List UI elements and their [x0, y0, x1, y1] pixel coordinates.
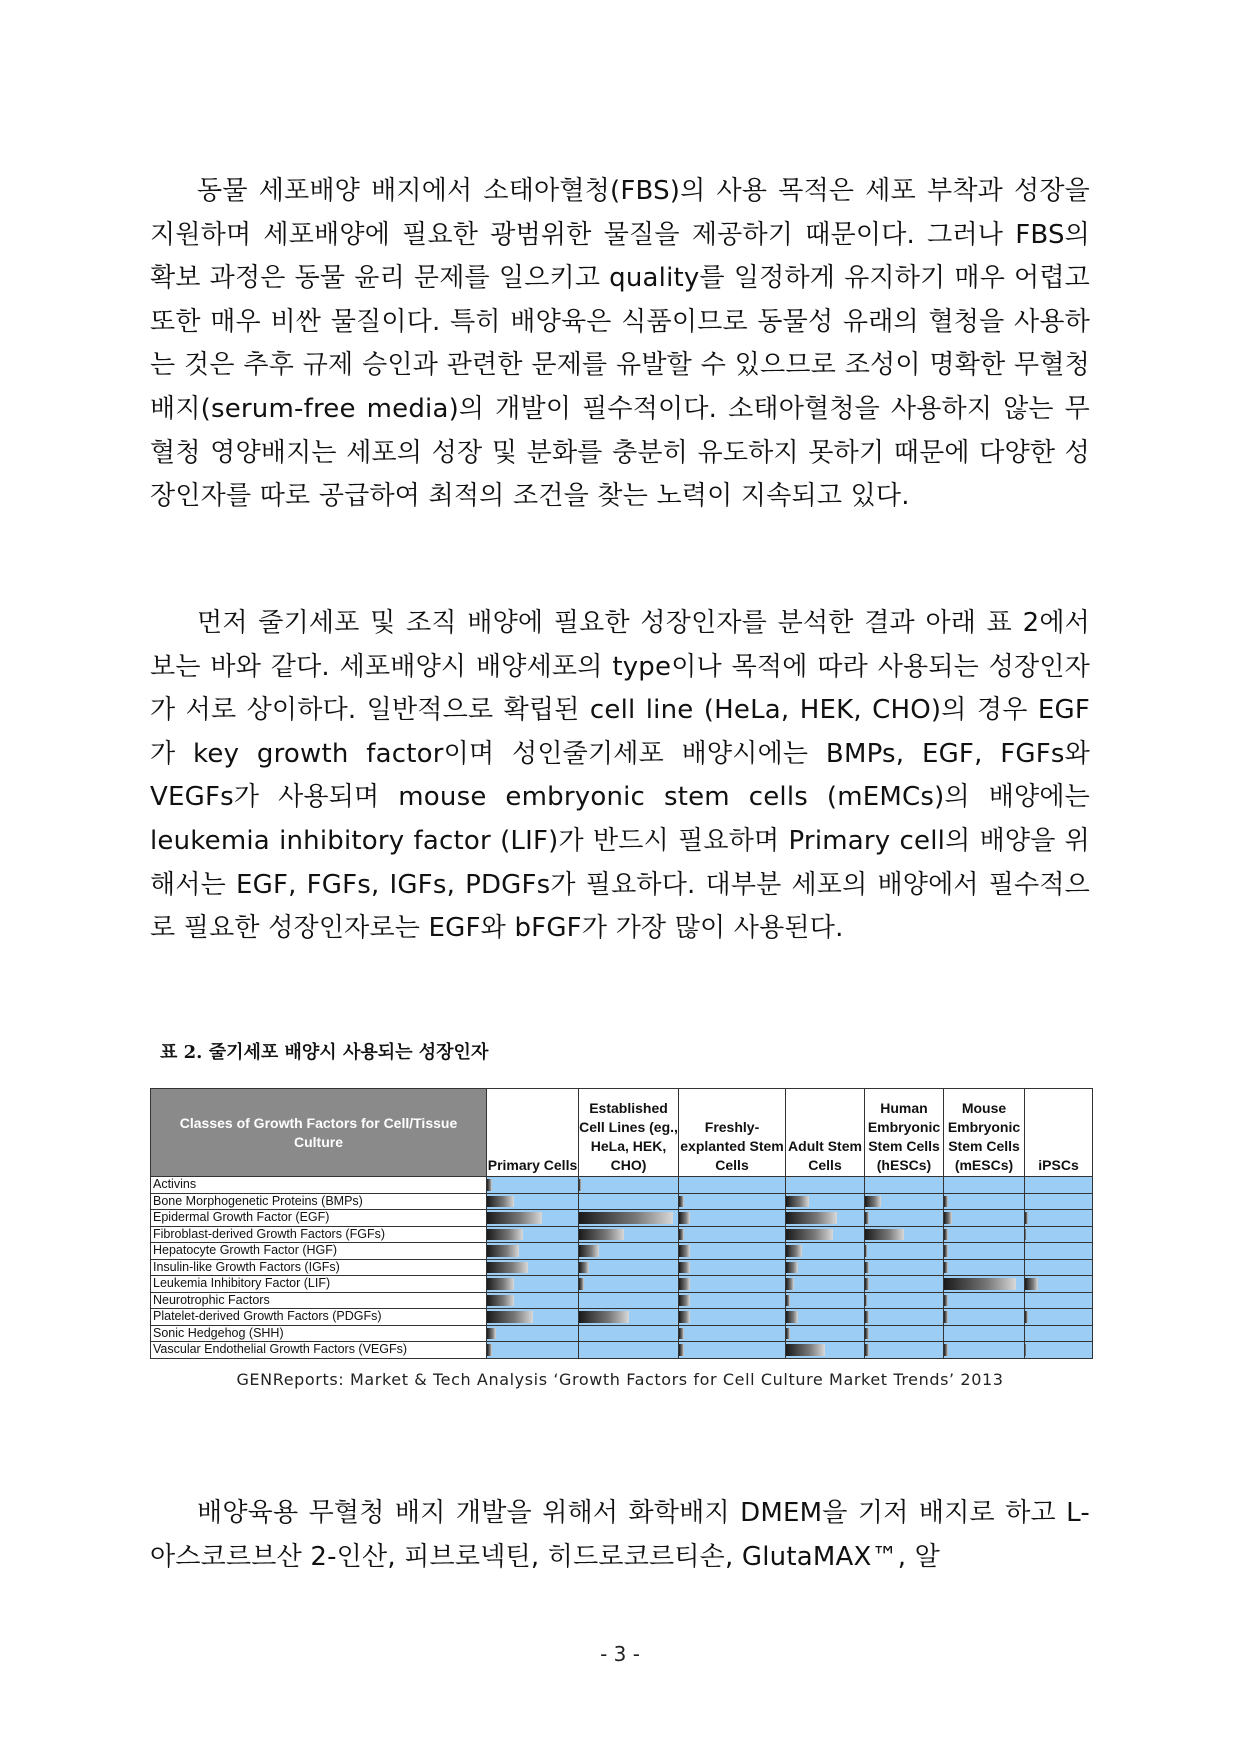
- heat-cell: [487, 1342, 579, 1359]
- heat-cell: [944, 1309, 1025, 1326]
- table-row: [151, 1292, 1093, 1309]
- usage-bar: [579, 1278, 584, 1290]
- table-row: [151, 1342, 1093, 1359]
- row-label: Sonic Hedgehog (SHH): [151, 1325, 487, 1342]
- row-label: Leukemia Inhibitory Factor (LIF): [151, 1276, 487, 1293]
- usage-bar: [487, 1328, 496, 1340]
- heat-cell: [1025, 1309, 1093, 1326]
- row-label: Epidermal Growth Factor (EGF): [151, 1210, 487, 1227]
- column-header: Mouse Embryonic Stem Cells (mESCs): [944, 1089, 1025, 1177]
- heat-cell: [786, 1259, 865, 1276]
- usage-bar: [679, 1229, 684, 1241]
- heat-cell: [679, 1276, 786, 1293]
- heat-cell: [487, 1309, 579, 1326]
- heat-cell: [1025, 1193, 1093, 1210]
- heat-cell: [944, 1342, 1025, 1359]
- heat-cell: [487, 1325, 579, 1342]
- usage-bar: [786, 1295, 790, 1307]
- heat-cell: [1025, 1210, 1093, 1227]
- usage-bar: [786, 1328, 790, 1340]
- heat-cell: [944, 1193, 1025, 1210]
- heat-cell: [944, 1226, 1025, 1243]
- usage-bar: [865, 1229, 904, 1241]
- usage-bar: [1025, 1311, 1028, 1323]
- usage-bar: [487, 1262, 528, 1274]
- heat-cell: [944, 1325, 1025, 1342]
- heat-cell: [487, 1259, 579, 1276]
- usage-bar: [865, 1212, 869, 1224]
- usage-bar: [865, 1311, 869, 1323]
- heat-cell: [944, 1292, 1025, 1309]
- heat-cell: [865, 1226, 944, 1243]
- heat-cell: [679, 1325, 786, 1342]
- heat-cell: [487, 1292, 579, 1309]
- heat-cell: [579, 1276, 679, 1293]
- heat-cell: [579, 1325, 679, 1342]
- usage-bar: [679, 1196, 684, 1208]
- usage-bar: [944, 1278, 1016, 1290]
- heat-cell: [1025, 1292, 1093, 1309]
- table-row: [151, 1193, 1093, 1210]
- heat-cell: [579, 1177, 679, 1194]
- heat-cell: [679, 1226, 786, 1243]
- row-label: Hepatocyte Growth Factor (HGF): [151, 1243, 487, 1260]
- usage-bar: [865, 1344, 869, 1356]
- usage-bar: [944, 1344, 948, 1356]
- usage-bar: [944, 1212, 952, 1224]
- heat-cell: [1025, 1226, 1093, 1243]
- usage-bar: [679, 1212, 690, 1224]
- usage-bar: [579, 1179, 581, 1191]
- usage-bar: [487, 1229, 523, 1241]
- usage-bar: [1025, 1229, 1026, 1241]
- usage-bar: [944, 1196, 948, 1208]
- heat-cell: [579, 1226, 679, 1243]
- usage-bar: [579, 1212, 673, 1224]
- heat-cell: [679, 1259, 786, 1276]
- heat-cell: [865, 1210, 944, 1227]
- heat-cell: [679, 1177, 786, 1194]
- usage-bar: [944, 1311, 948, 1323]
- heat-cell: [1025, 1259, 1093, 1276]
- heat-cell: [786, 1309, 865, 1326]
- heat-cell: [487, 1243, 579, 1260]
- heat-cell: [944, 1276, 1025, 1293]
- table-header-row: [151, 1089, 1093, 1177]
- column-header: Human Embryonic Stem Cells (hESCs): [865, 1089, 944, 1177]
- heat-cell: [865, 1325, 944, 1342]
- usage-bar: [1025, 1278, 1038, 1290]
- row-label: Vascular Endothelial Growth Factors (VEGFs): [151, 1342, 487, 1359]
- usage-bar: [865, 1245, 867, 1257]
- heat-cell: [865, 1259, 944, 1276]
- table-row: [151, 1243, 1093, 1260]
- usage-bar: [786, 1311, 798, 1323]
- heat-cell: [865, 1276, 944, 1293]
- heat-cell: [679, 1193, 786, 1210]
- usage-bar: [487, 1179, 492, 1191]
- heat-cell: [1025, 1276, 1093, 1293]
- usage-bar: [944, 1295, 948, 1307]
- usage-bar: [786, 1262, 798, 1274]
- heat-cell: [944, 1243, 1025, 1260]
- usage-bar: [679, 1344, 684, 1356]
- heat-cell: [865, 1193, 944, 1210]
- corner-header: Classes of Growth Factors for Cell/Tissue Culture: [151, 1089, 487, 1177]
- page-number: - 3 -: [600, 1642, 640, 1666]
- heat-cell: [1025, 1243, 1093, 1260]
- heat-cell: [679, 1309, 786, 1326]
- usage-bar: [865, 1262, 869, 1274]
- row-label: Fibroblast-derived Growth Factors (FGFs): [151, 1226, 487, 1243]
- usage-bar: [487, 1311, 533, 1323]
- heat-cell: [579, 1210, 679, 1227]
- heat-cell: [865, 1342, 944, 1359]
- usage-bar: [487, 1278, 514, 1290]
- usage-bar: [865, 1328, 869, 1340]
- heat-cell: [487, 1226, 579, 1243]
- paragraph-growth-factors: 먼저 줄기세포 및 조직 배양에 필요한 성장인자를 분석한 결과 아래 표 2에서 보는 바와 같다. 세포배양시 배양세포의 type이나 목적에 따라 사용되는 성장인자가 서로 상이하다. 일반적으로 확립된 cell line (HeLa, HEK, CHO)의 경우 EGF가 key growth factor이며 성인줄기세포 배양시에는 BMPs, EGF, FGFs와 VEGFs가 사용되며 mouse embryonic stem cells (mEMCs)의 배양에는 leukemia inhibitory factor (LIF)가 반드시 필요하며 Primary cell의 배양을 위해서는 EGF, FGFs, IGFs, PDGFs가 필요하다. 대부분 세포의 배양에서 필수적으로 필요한 성장인자로는 EGF와 bFGF가 가장 많이 사용된다.: [150, 608, 1090, 944]
- heat-cell: [579, 1342, 679, 1359]
- usage-bar: [487, 1245, 519, 1257]
- heat-cell: [944, 1177, 1025, 1194]
- heat-cell: [786, 1243, 865, 1260]
- heat-cell: [679, 1210, 786, 1227]
- heat-cell: [1025, 1342, 1093, 1359]
- table-row: [151, 1259, 1093, 1276]
- usage-bar: [487, 1196, 514, 1208]
- heat-cell: [579, 1292, 679, 1309]
- usage-bar: [786, 1344, 825, 1356]
- table-row: [151, 1177, 1093, 1194]
- usage-bar: [865, 1196, 881, 1208]
- heat-cell: [679, 1243, 786, 1260]
- table-caption: 표 2. 줄기세포 배양시 사용되는 성장인자: [160, 1042, 489, 1063]
- usage-bar: [679, 1328, 684, 1340]
- usage-bar: [786, 1278, 794, 1290]
- usage-bar: [579, 1229, 624, 1241]
- heat-cell: [487, 1210, 579, 1227]
- column-header: Primary Cells: [487, 1089, 579, 1177]
- row-label: Platelet-derived Growth Factors (PDGFs): [151, 1309, 487, 1326]
- table-body: [151, 1177, 1093, 1359]
- heat-cell: [786, 1193, 865, 1210]
- heat-cell: [786, 1292, 865, 1309]
- usage-bar: [944, 1245, 948, 1257]
- column-header: iPSCs: [1025, 1089, 1093, 1177]
- usage-bar: [786, 1212, 837, 1224]
- heat-cell: [865, 1243, 944, 1260]
- column-header: Established Cell Lines (eg., HeLa, HEK, CHO): [579, 1089, 679, 1177]
- usage-bar: [1025, 1344, 1026, 1356]
- table-row: [151, 1325, 1093, 1342]
- column-header: Adult Stem Cells: [786, 1089, 865, 1177]
- table-row: [151, 1226, 1093, 1243]
- usage-bar: [865, 1295, 867, 1307]
- usage-bar: [487, 1212, 542, 1224]
- table-row: [151, 1276, 1093, 1293]
- heat-cell: [579, 1259, 679, 1276]
- paragraph-fbs: 동물 세포배양 배지에서 소태아혈청(FBS)의 사용 목적은 세포 부착과 성장을 지원하며 세포배양에 필요한 광범위한 물질을 제공하기 때문이다. 그러나 FBS의 확보 과정은 동물 윤리 문제를 일으키고 quality를 일정하게 유지하기 매우 어렵고 또한 매우 비싼 물질이다. 특히 배양육은 식품이므로 동물성 유래의 혈청을 사용하는 것은 추후 규제 승인과 관련한 문제를 유발할 수 있으므로 조성이 명확한 무혈청 배지(serum-free media)의 개발이 필수적이다. 소태아혈청을 사용하지 않는 무혈청 영양배지는 세포의 성장 및 분화를 충분히 유도하지 못하기 때문에 다양한 성장인자를 따로 공급하여 최적의 조건을 찾는 노력이 지속되고 있다.: [150, 176, 1090, 512]
- heat-cell: [579, 1193, 679, 1210]
- usage-bar: [487, 1344, 492, 1356]
- usage-bar: [786, 1229, 833, 1241]
- table-row: [151, 1309, 1093, 1326]
- heat-cell: [865, 1177, 944, 1194]
- table-row: [151, 1210, 1093, 1227]
- column-header: Freshly-explanted Stem Cells: [679, 1089, 786, 1177]
- heat-cell: [1025, 1177, 1093, 1194]
- heat-cell: [679, 1292, 786, 1309]
- heat-cell: [487, 1177, 579, 1194]
- row-label: Bone Morphogenetic Proteins (BMPs): [151, 1193, 487, 1210]
- usage-bar: [1025, 1212, 1028, 1224]
- usage-bar: [865, 1278, 869, 1290]
- usage-bar: [786, 1245, 802, 1257]
- usage-bar: [579, 1245, 599, 1257]
- heat-cell: [579, 1243, 679, 1260]
- growth-factor-table: [150, 1088, 1093, 1359]
- heat-cell: [786, 1325, 865, 1342]
- usage-bar: [944, 1229, 948, 1241]
- heat-cell: [679, 1342, 786, 1359]
- source-citation: GENReports: Market & Tech Analysis ‘Growth Factors for Cell Culture Market Trends’ 2013: [236, 1370, 1004, 1389]
- usage-bar: [944, 1262, 948, 1274]
- usage-bar: [786, 1196, 809, 1208]
- heat-cell: [786, 1210, 865, 1227]
- usage-bar: [487, 1295, 514, 1307]
- paragraph-media: 배양육용 무혈청 배지 개발을 위해서 화학배지 DMEM을 기저 배지로 하고 L-아스코르브산 2-인산, 피브로넥틴, 히드로코르티손, GlutaMAX™, 알: [150, 1498, 1090, 1572]
- heat-cell: [786, 1226, 865, 1243]
- usage-bar: [579, 1262, 589, 1274]
- heat-cell: [786, 1177, 865, 1194]
- heat-cell: [786, 1276, 865, 1293]
- usage-bar: [679, 1262, 690, 1274]
- heat-cell: [865, 1292, 944, 1309]
- usage-bar: [679, 1295, 690, 1307]
- usage-bar: [679, 1245, 690, 1257]
- usage-bar: [679, 1311, 690, 1323]
- row-label: Activins: [151, 1177, 487, 1194]
- row-label: Neurotrophic Factors: [151, 1292, 487, 1309]
- heat-cell: [487, 1276, 579, 1293]
- usage-bar: [679, 1278, 690, 1290]
- heat-cell: [944, 1210, 1025, 1227]
- row-label: Insulin-like Growth Factors (IGFs): [151, 1259, 487, 1276]
- heat-cell: [786, 1342, 865, 1359]
- heat-cell: [579, 1309, 679, 1326]
- usage-bar: [579, 1311, 629, 1323]
- heat-cell: [865, 1309, 944, 1326]
- heat-cell: [1025, 1325, 1093, 1342]
- heat-cell: [944, 1259, 1025, 1276]
- heat-cell: [487, 1193, 579, 1210]
